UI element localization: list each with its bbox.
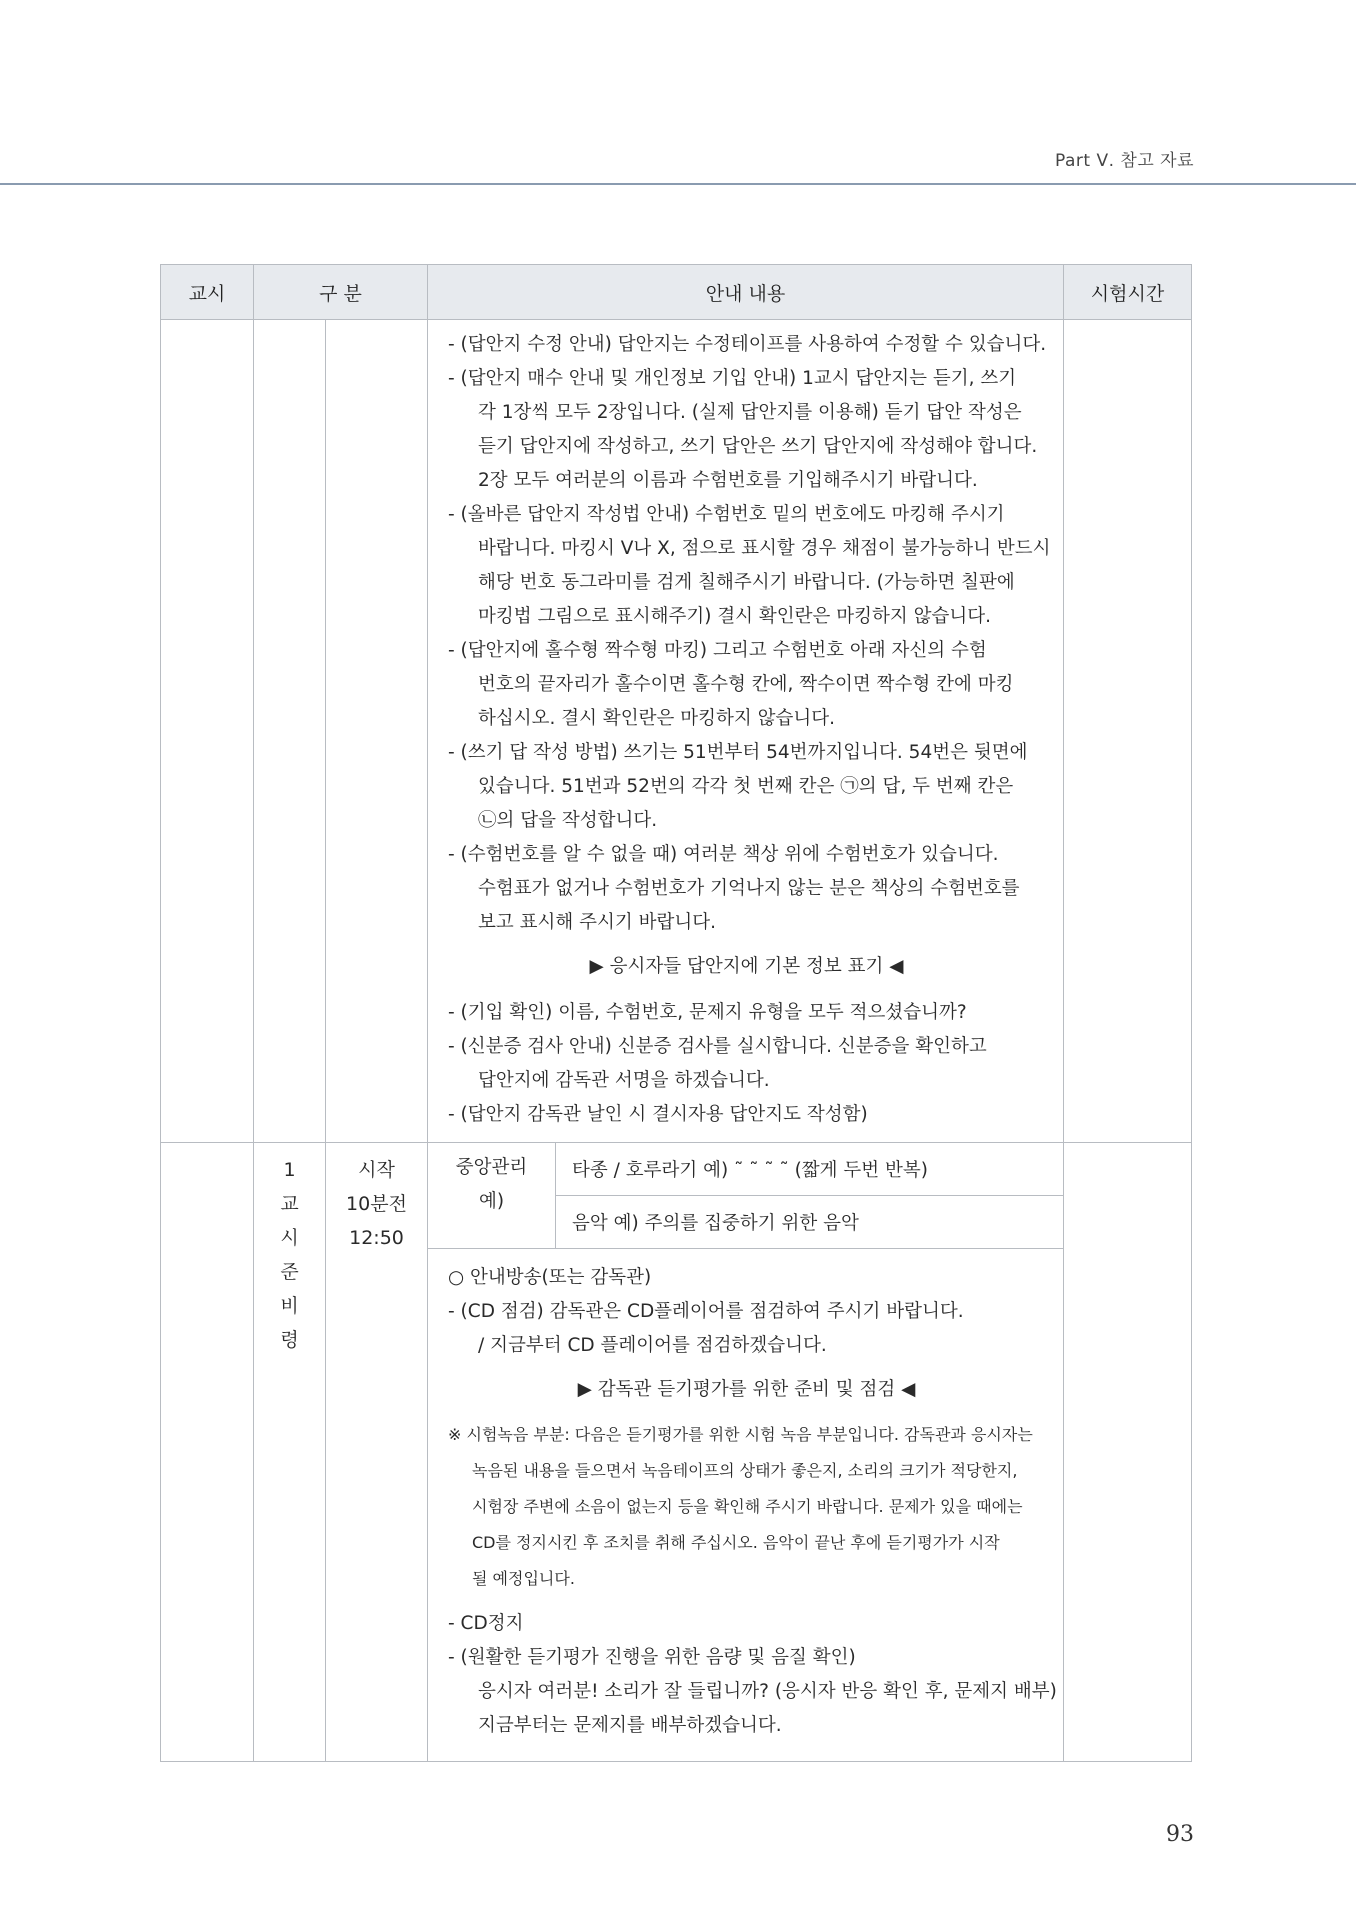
- start-offset: 10분전: [346, 1193, 407, 1215]
- note-line: 될 예정입니다.: [472, 1569, 575, 1588]
- prep-period-blank-cell: [161, 1143, 254, 1762]
- central-label: 중앙관리: [455, 1157, 528, 1178]
- content-line: - (답안지에 홀수형 짝수형 마킹) 그리고 수험번호 아래 자신의 수험: [448, 640, 987, 661]
- prep-row-central-1: [161, 1143, 1192, 1196]
- central-management-cell: [428, 1143, 556, 1249]
- content-line: - (답안지 매수 안내 및 개인정보 기입 안내) 1교시 답안지는 듣기, 쓰기: [448, 368, 1017, 389]
- content-line: 바랍니다. 마킹시 V나 X, 점으로 표시할 경우 채점이 불가능하니 반드시: [478, 538, 1051, 559]
- broadcast-content-cell: [428, 1249, 1064, 1762]
- note-line: 시험장 주변에 소음이 없는지 등을 확인해 주시기 바랍니다. 문제가 있을 때에는: [472, 1497, 1023, 1516]
- content-line: - (수험번호를 알 수 없을 때) 여러분 책상 위에 수험번호가 있습니다.: [448, 844, 999, 865]
- content-line: - (신분증 검사 안내) 신분증 검사를 실시합니다. 신분증을 확인하고: [448, 1036, 987, 1057]
- content-line: 듣기 답안지에 작성하고, 쓰기 답안은 쓰기 답안지에 작성해야 합니다.: [478, 436, 1038, 457]
- period-char: 교: [280, 1193, 299, 1215]
- content-line: 있습니다. 51번과 52번의 각각 첫 번째 칸은 ㉠의 답, 두 번째 칸은: [478, 776, 1014, 797]
- section-title: ▶ 감독관 듣기평가를 위한 준비 및 점검 ◀: [577, 1379, 916, 1400]
- period-char: 시: [280, 1227, 299, 1249]
- content-line: 해당 번호 동그라미를 검게 칠해주시기 바랍니다. (가능하면 칠판에: [478, 572, 1015, 593]
- prep-period-label: [254, 1143, 326, 1762]
- upper-period-cell: [161, 320, 254, 1143]
- central-item-music: 음악 예) 주의를 집중하기 위한 음악: [556, 1196, 1064, 1249]
- section-title: ▶ 응시자들 답안지에 기본 정보 표기 ◀: [589, 956, 904, 977]
- col-header-content: 안내 내용: [428, 265, 1064, 320]
- content-line: 마킹법 그림으로 표시해주기) 결시 확인란은 마킹하지 않습니다.: [478, 606, 992, 627]
- content-line: - (답안지 감독관 날인 시 결시자용 답안지도 작성함): [448, 1104, 868, 1125]
- content-line: - (CD 점검) 감독관은 CD플레이어를 점검하여 주시기 바랍니다.: [448, 1301, 964, 1322]
- table-header-row: [161, 265, 1192, 320]
- content-line: - (원활한 듣기평가 진행을 위한 음량 및 음질 확인): [448, 1647, 856, 1668]
- col-header-period: 교시: [161, 265, 254, 320]
- upper-content-cell: [428, 320, 1064, 1143]
- col-header-category: 구 분: [254, 265, 428, 320]
- content-line: - CD정지: [448, 1613, 524, 1634]
- exam-guide-table: [160, 264, 1192, 1762]
- content-line: / 지금부터 CD 플레이어를 점검하겠습니다.: [478, 1335, 827, 1356]
- upper-row: [161, 320, 1192, 1143]
- content-line: 답안지에 감독관 서명을 하겠습니다.: [478, 1070, 770, 1091]
- note-line: 녹음된 내용을 들으면서 녹음테이프의 상태가 좋은지, 소리의 크기가 적당한지,: [472, 1461, 1018, 1480]
- start-label: 시작: [358, 1159, 395, 1181]
- content-line: 보고 표시해 주시기 바랍니다.: [478, 912, 716, 933]
- page-number: 93: [1166, 1822, 1194, 1847]
- central-example: 예): [478, 1191, 505, 1212]
- header-rule: [0, 183, 1356, 185]
- content-line: 수험표가 없거나 수험번호가 기억나지 않는 분은 책상의 수험번호를: [478, 878, 1020, 899]
- content-line: 각 1장씩 모두 2장입니다. (실제 답안지를 이용해) 듣기 답안 작성은: [478, 402, 1022, 423]
- content-line: - (쓰기 답 작성 방법) 쓰기는 51번부터 54번까지입니다. 54번은 뒷면에: [448, 742, 1028, 763]
- period-char: 비: [280, 1295, 299, 1317]
- upper-time-cell: [1064, 320, 1192, 1143]
- period-char: 1: [283, 1159, 296, 1181]
- content-line: ㉡의 답을 작성합니다.: [478, 810, 658, 831]
- prep-time-cell: [1064, 1143, 1192, 1762]
- content-line: ○ 안내방송(또는 감독관): [448, 1267, 652, 1288]
- upper-category-cell: [254, 320, 326, 1143]
- content-line: 지금부터는 문제지를 배부하겠습니다.: [478, 1715, 782, 1736]
- content-line: - (답안지 수정 안내) 답안지는 수정테이프를 사용하여 수정할 수 있습니다.: [448, 334, 1047, 355]
- running-head: Part Ⅴ. 참고 자료: [1055, 151, 1194, 171]
- col-header-time: 시험시간: [1064, 265, 1192, 320]
- start-clock: 12:50: [349, 1227, 404, 1249]
- central-item-bell: 타종 / 호루라기 예) ˜ ˜ ˜ ˜ (짧게 두번 반복): [556, 1143, 1064, 1196]
- content-line: - (올바른 답안지 작성법 안내) 수험번호 밑의 번호에도 마킹해 주시기: [448, 504, 1005, 525]
- spacer: [448, 1595, 1045, 1607]
- upper-subcategory-cell: [326, 320, 428, 1143]
- content-line: - (기입 확인) 이름, 수험번호, 문제지 유형을 모두 적으셨습니까?: [448, 1002, 967, 1023]
- content-line: 하십시오. 결시 확인란은 마킹하지 않습니다.: [478, 708, 835, 729]
- content-line: 응시자 여러분! 소리가 잘 들립니까? (응시자 반응 확인 후, 문제지 배부): [478, 1681, 1057, 1702]
- period-char: 준: [280, 1261, 299, 1283]
- start-time-cell: [326, 1143, 428, 1762]
- note-line: ※ 시험녹음 부분: 다음은 듣기평가를 위한 시험 녹음 부분입니다. 감독관과 응시자는: [448, 1425, 1033, 1444]
- content-line: 번호의 끝자리가 홀수이면 홀수형 칸에, 짝수이면 짝수형 칸에 마킹: [478, 674, 1014, 695]
- content-line: 2장 모두 여러분의 이름과 수험번호를 기입해주시기 바랍니다.: [478, 470, 978, 491]
- note-line: CD를 정지시킨 후 조치를 취해 주십시오. 음악이 끝난 후에 듣기평가가 시작: [472, 1533, 1000, 1552]
- period-char: 령: [280, 1329, 299, 1351]
